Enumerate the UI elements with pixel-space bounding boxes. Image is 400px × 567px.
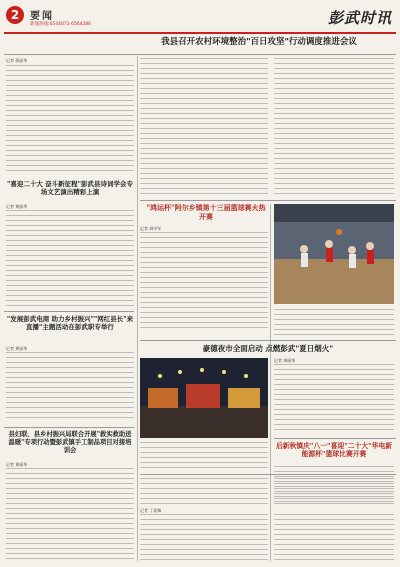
divider (274, 438, 396, 439)
divider (4, 311, 134, 312)
page-number-badge: 2 (6, 6, 24, 24)
divider (4, 427, 134, 428)
headline-night-market: 豪德夜市全面启动 点燃彭武"夏日烟火" (202, 344, 334, 353)
article-body-ecommerce (6, 352, 134, 422)
article-body-poetry (6, 210, 134, 308)
headline-womens-federation: 县妇联、县乡村振兴局联合开展"救实救助送温暖"专项行动暨彭武镇手工制品项目对接培训会 (8, 431, 132, 454)
divider (140, 474, 396, 475)
divider (4, 54, 396, 55)
article-body-womens-federation (6, 468, 134, 560)
article-body-env-cont2 (274, 58, 394, 198)
article-body-night-market-cont (140, 442, 268, 470)
newspaper-brand: 彭武时讯 (327, 9, 392, 27)
article-body-bayi-basketball-cont (274, 514, 394, 560)
basketball-game-photo (274, 204, 394, 304)
headline-basketball-league: "鸿运杯"阿尔乡镇第十三届篮球赛火热开赛 (146, 203, 266, 221)
byline: 记者 黄丽华 (6, 204, 28, 209)
newspaper-page (4, 4, 396, 563)
article-body-basketball-cont (274, 309, 394, 339)
byline: 记者 胡中军 (140, 226, 162, 231)
column-divider (270, 204, 271, 561)
article-body-basketball (140, 232, 268, 332)
divider (140, 200, 396, 201)
article-body-env (6, 65, 134, 175)
headline-ecommerce-livestream: "发展彭武电商 助力乡村振兴""网红县长"来直播"主题活动在彭武职专举行 (6, 315, 134, 332)
headline-poetry-show: "喜迎二十大 奋斗新征程"彭武县诗词学会专场文艺演出精彩上演 (6, 180, 134, 197)
article-body-bayi-basketball (140, 514, 268, 560)
headline-env-meeting: 我县召开农村环境整治"百日攻坚"行动调度推进会议 (161, 37, 357, 47)
night-market-photo (140, 358, 268, 438)
byline: 记者 黄丽华 (6, 346, 28, 351)
byline: 记者 蒋丽华 (6, 58, 28, 63)
news-hotline: 新闻热线:6544073 6564286 (30, 22, 92, 27)
section-title: 要闻 (30, 11, 54, 22)
article-body-env-cont (140, 58, 268, 198)
headline-bayi-basketball: 后新秋镇庆"八一"喜迎"二十大"华电新能源杯"篮球比赛开赛 (275, 442, 393, 459)
column-divider (137, 56, 138, 561)
article-body-misc (140, 478, 268, 504)
article-body-misc-cont (274, 478, 394, 504)
divider (140, 340, 396, 341)
byline: 记者 黄丽华 (274, 358, 296, 363)
masthead (4, 4, 396, 34)
byline: 记者 黄丽华 (6, 462, 28, 467)
article-body-night-market (274, 364, 394, 434)
byline: 记者 丁爱黎 (140, 508, 162, 513)
